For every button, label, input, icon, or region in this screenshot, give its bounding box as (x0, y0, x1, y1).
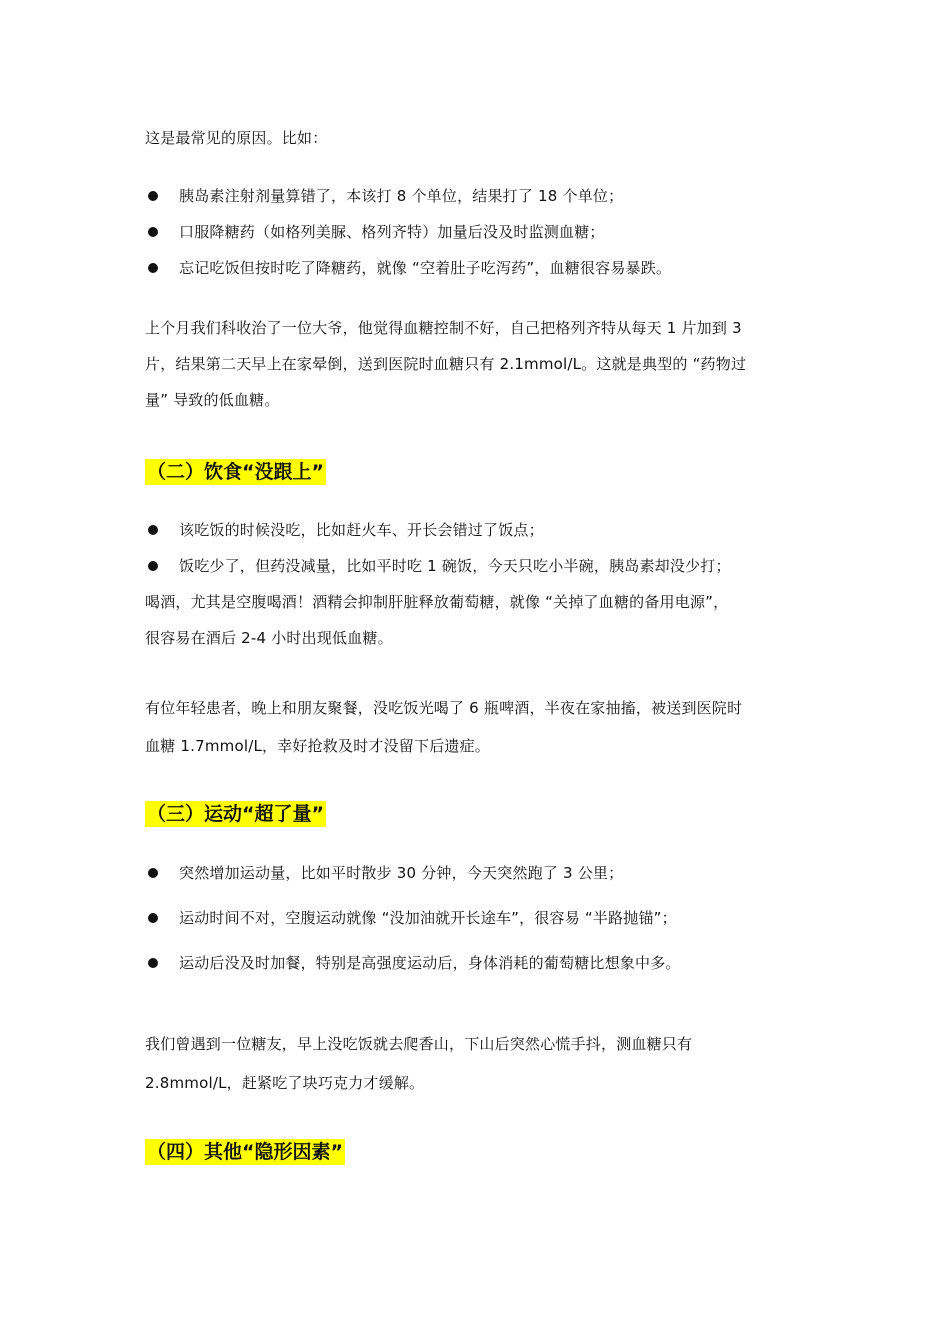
list-item-text: 胰岛素注射剂量算错了，本该打 8 个单位，结果打了 18 个单位； (179, 187, 624, 205)
bullet-dot-icon (148, 191, 158, 201)
case-paragraph-line: 血糖 1.7mmol/L，幸好抢救及时才没留下后遗症。 (145, 737, 491, 755)
bullet-dot-icon (148, 913, 158, 923)
bullet-dot-icon (148, 227, 158, 237)
list-item-text: 突然增加运动量，比如平时散步 30 分钟，今天突然跑了 3 公里； (179, 864, 624, 882)
list-item-text: 饭吃少了，但药没减量，比如平时吃 1 碗饭，今天只吃小半碗，胰岛素却没少打； (179, 557, 731, 575)
bullet-dot-icon (148, 561, 158, 571)
bullet-dot-icon (148, 868, 158, 878)
case-paragraph-line: 2.8mmol/L，赶紧吃了块巧克力才缓解。 (145, 1074, 425, 1092)
section-heading: （四）其他“隐形因素” (147, 1141, 343, 1163)
list-item-text: 口服降糖药（如格列美脲、格列齐特）加量后没及时监测血糖； (179, 223, 605, 241)
case-paragraph-line: 有位年轻患者，晚上和朋友聚餐，没吃饭光喝了 6 瓶啤酒，半夜在家抽搐，被送到医院时 (145, 699, 743, 717)
case-paragraph-line: 上个月我们科收治了一位大爷，他觉得血糖控制不好，自己把格列齐特从每天 1 片加到 3 (145, 319, 742, 337)
bullet-dot-icon (148, 958, 158, 968)
list-item-text: 该吃饭的时候没吃，比如赶火车、开长会错过了饭点； (179, 521, 544, 539)
intro-text: 这是最常见的原因。比如： (145, 129, 328, 147)
list-item-text: 运动后没及时加餐，特别是高强度运动后，身体消耗的葡萄糖比想象中多。 (179, 954, 681, 972)
case-paragraph-line: 量” 导致的低血糖。 (145, 391, 280, 409)
bullet-dot-icon (148, 525, 158, 535)
list-item-text: 忘记吃饭但按时吃了降糖药，就像 “空着肚子吃泻药”，血糖很容易暴跌。 (179, 259, 672, 277)
section-heading: （二）饮食“没跟上” (147, 461, 324, 483)
paragraph-line: 喝酒，尤其是空腹喝酒！酒精会抑制肝脏释放葡萄糖，就像 “关掉了血糖的备用电源”， (145, 593, 729, 611)
bullet-dot-icon (148, 263, 158, 273)
paragraph-line: 很容易在酒后 2-4 小时出现低血糖。 (145, 629, 393, 647)
case-paragraph-line: 我们曾遇到一位糖友，早上没吃饭就去爬香山，下山后突然心慌手抖，测血糖只有 (145, 1035, 693, 1053)
case-paragraph-line: 片，结果第二天早上在家晕倒，送到医院时血糖只有 2.1mmol/L。这就是典型的 “药物过 (145, 355, 747, 373)
list-item-text: 运动时间不对，空腹运动就像 “没加油就开长途车”，很容易 “半路抛锚”； (179, 909, 677, 927)
section-heading: （三）运动“超了量” (147, 803, 324, 825)
